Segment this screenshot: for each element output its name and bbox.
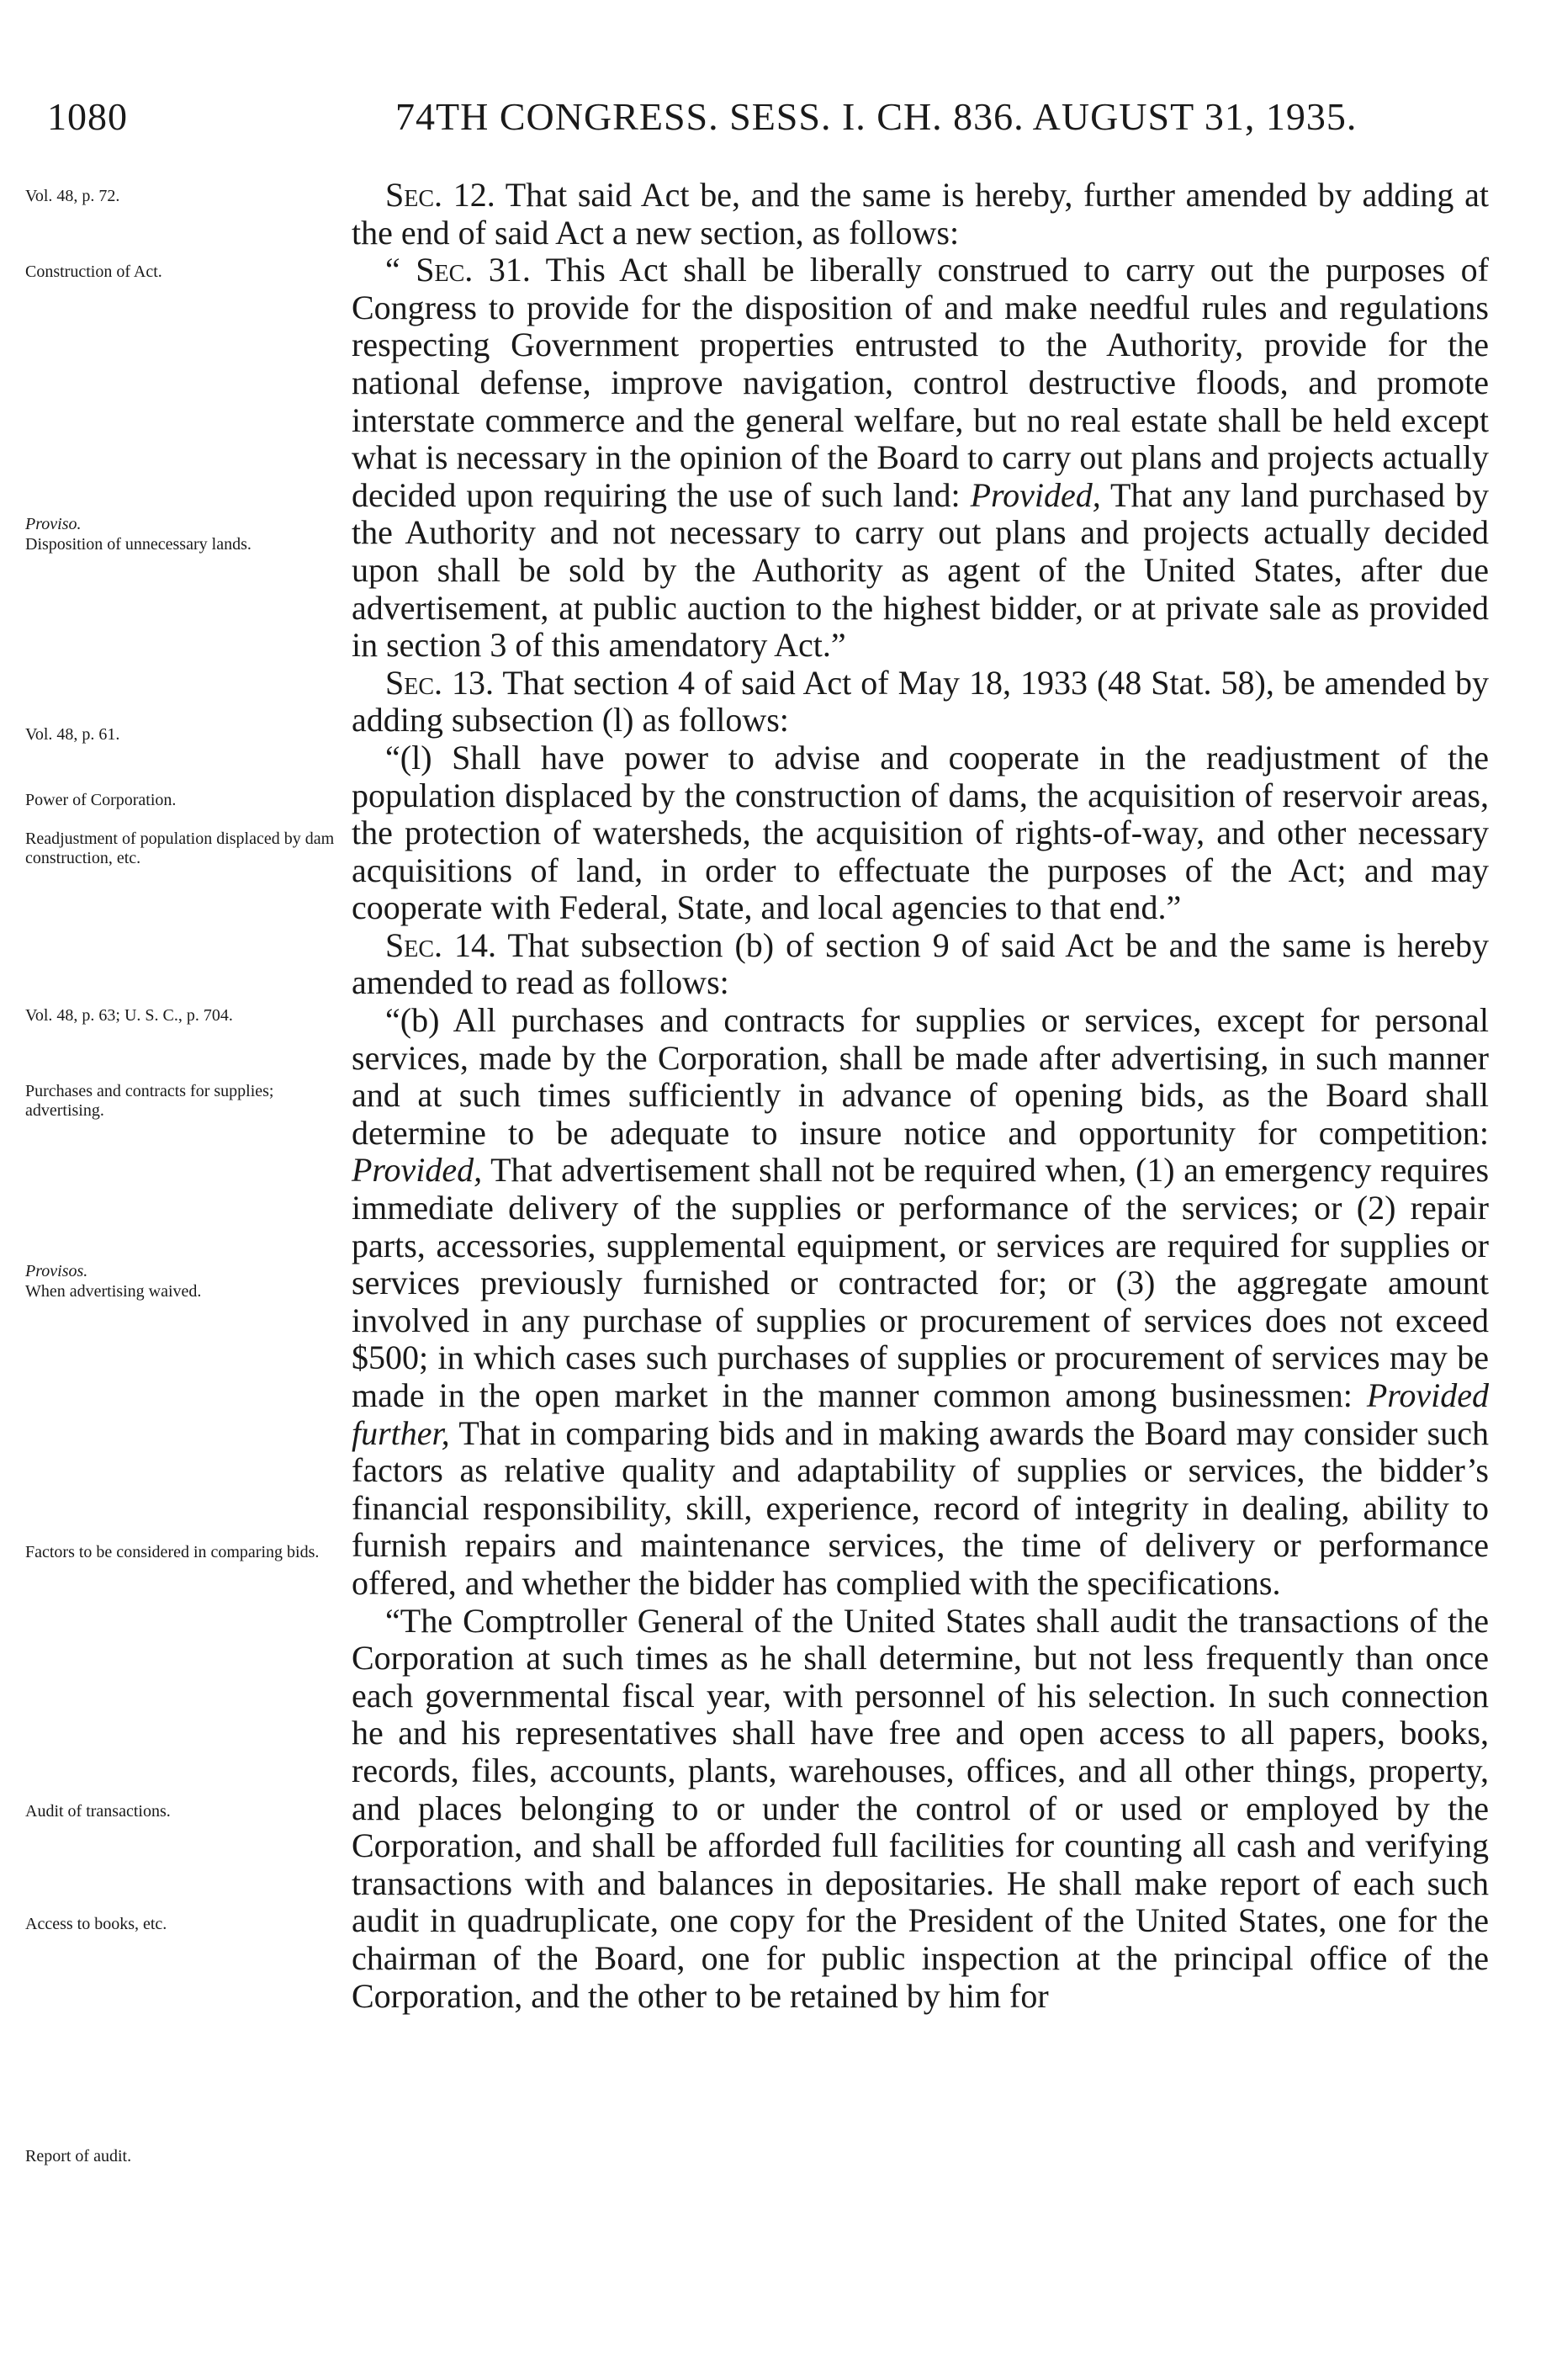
section-label: Sec. 13. xyxy=(385,663,495,702)
margin-note: Access to books, etc. xyxy=(25,1915,167,1933)
audit-paragraph: “The Comptroller General of the United States shall audit the transactions of the Corporation at such times as he shall determine, but not less frequently than once each governmental fiscal year, with personnel of his selection. In such connection he and his representatives shall have free and open access to all papers, books, records, files, accounts, plants, warehouses, offices, and all other things, property, and places belonging to or under the control of or used or employed by the Corporation, and shall be afforded full facilities for counting all cash and verifying transactions with and balances in depositaries. He shall make report of each such audit in quadruplicate, one copy for the President of the United States, one for the chairman of the Board, one for public inspection at the principal office of the Corporation, and the other to be retained by him for xyxy=(352,1601,1489,2015)
margin-note: Readjustment of population displaced by dam construction, etc. xyxy=(25,830,335,867)
paragraph-text: That subsection (b) of section 9 of said Act be and the same is hereby amended to read as follows: xyxy=(352,925,1490,1002)
margin-note: Proviso. xyxy=(25,515,82,533)
paragraph-text: That section 4 of said Act of May 18, 1933 (48 Stat. 58), be amended by adding subsection (l) as follows: xyxy=(352,663,1490,739)
paragraph-text: That in comparing bids and in making awards the Board may consider such factors as relative quality and adaptability of supplies or services, the bidder’s financial responsibility, skill, experience, record of integrity in dealing, ability to furnish repairs and maintenance services, the time of delivery or performance offered, and whether the bidder has complied with the specifications. xyxy=(352,1413,1490,1602)
page-number: 1080 xyxy=(47,95,128,138)
paragraph-text: That any land purchased by the Authority and not necessary to carry out plans and projects actually decided upon shall be sold by the Authority as agent of the United States, after due advertisement, at public auction to the highest bidder, or at private sale as provided in section 3 of this amendatory Act.” xyxy=(352,475,1490,665)
section-13 xyxy=(352,665,1489,739)
margin-note: Purchases and contracts for supplies; advertising. xyxy=(25,1082,274,1120)
margin-note: Factors to be considered in comparing bids. xyxy=(25,1543,320,1561)
margin-note: Audit of transactions. xyxy=(25,1802,171,1821)
margin-note: Provisos. xyxy=(25,1262,88,1280)
section-31 xyxy=(352,252,1489,665)
section-label: Sec. 12. xyxy=(385,176,495,214)
page-header xyxy=(47,94,1485,145)
paragraph-text: That said Act be, and the same is hereby, further amended by adding at the end of said Act a new section, as follows: xyxy=(352,176,1489,252)
proviso-word: Provided, xyxy=(970,475,1101,514)
paragraph-text: That advertisement shall not be required when, (1) an emergency requires immediate delivery of the supplies or performance of the services; or (2) repair parts, accessories, supplemental equipment, or services are required for supplies or services previously furnished or contracted for; or (3) the aggregate amount involved in any purchase of supplies or procurement of services does not exceed $500; in which cases such purchases of supplies or procurement of services may be made in the open market in the manner common among businessmen: xyxy=(352,1151,1490,1414)
margin-note: Report of audit. xyxy=(25,2147,132,2165)
margin-note: Disposition of unnecessary lands. xyxy=(25,535,252,554)
proviso-word: Provided, xyxy=(352,1151,483,1190)
margin-note: Vol. 48, p. 61. xyxy=(25,725,120,744)
margin-note: Vol. 48, p. 63; U. S. C., p. 704. xyxy=(25,1006,233,1025)
proviso-word: Provided further, xyxy=(352,1376,1489,1452)
margin-note: When advertising waived. xyxy=(25,1282,202,1301)
body-text xyxy=(352,177,1489,2015)
margin-note: Vol. 48, p. 72. xyxy=(25,187,120,205)
margin-note: Power of Corporation. xyxy=(25,791,177,809)
paragraph-text: “(b) All purchases and contracts for supplies or services, except for personal services, made by the Corporation, shall be made after advertising, in such manner and at such times sufficiently in advance of opening bids, as the Board shall determine to be adequate to insure notice and opportunity for competition: xyxy=(352,1001,1489,1152)
margin-note: Construction of Act. xyxy=(25,262,162,281)
section-label: Sec. 14. xyxy=(385,925,497,964)
running-head: 74TH CONGRESS. SESS. I. CH. 836. AUGUST 31, 1935. xyxy=(395,95,1358,138)
paragraph-text: This Act shall be liberally construed to carry out the purposes of Congress to provide for the disposition of and make needful rules and regulations respecting Government properties entrusted to the Authority, provide for the national defense, improve navigation, control destructive floods, and promote interstate commerce and the general welfare, but no real estate shall be held except what is necessary in the opinion of the Board to carry out plans and projects actually decided upon requiring the use of such land: xyxy=(352,251,1489,514)
section-label: “ Sec. 31. xyxy=(385,251,531,289)
section-13-quote: “(l) Shall have power to advise and cooperate in the readjustment of the population displaced by the construction of dams, the acquisition of reservoir areas, the protection of watersheds, the acquisition of rights-of-way, and other necessary acquisitions of land, in order to effectuate the purposes of the Act; and may cooperate with Federal, State, and local agencies to that end.” xyxy=(352,738,1489,927)
section-12 xyxy=(352,177,1489,252)
section-14-quote xyxy=(352,1002,1489,1603)
section-14 xyxy=(352,927,1489,1002)
